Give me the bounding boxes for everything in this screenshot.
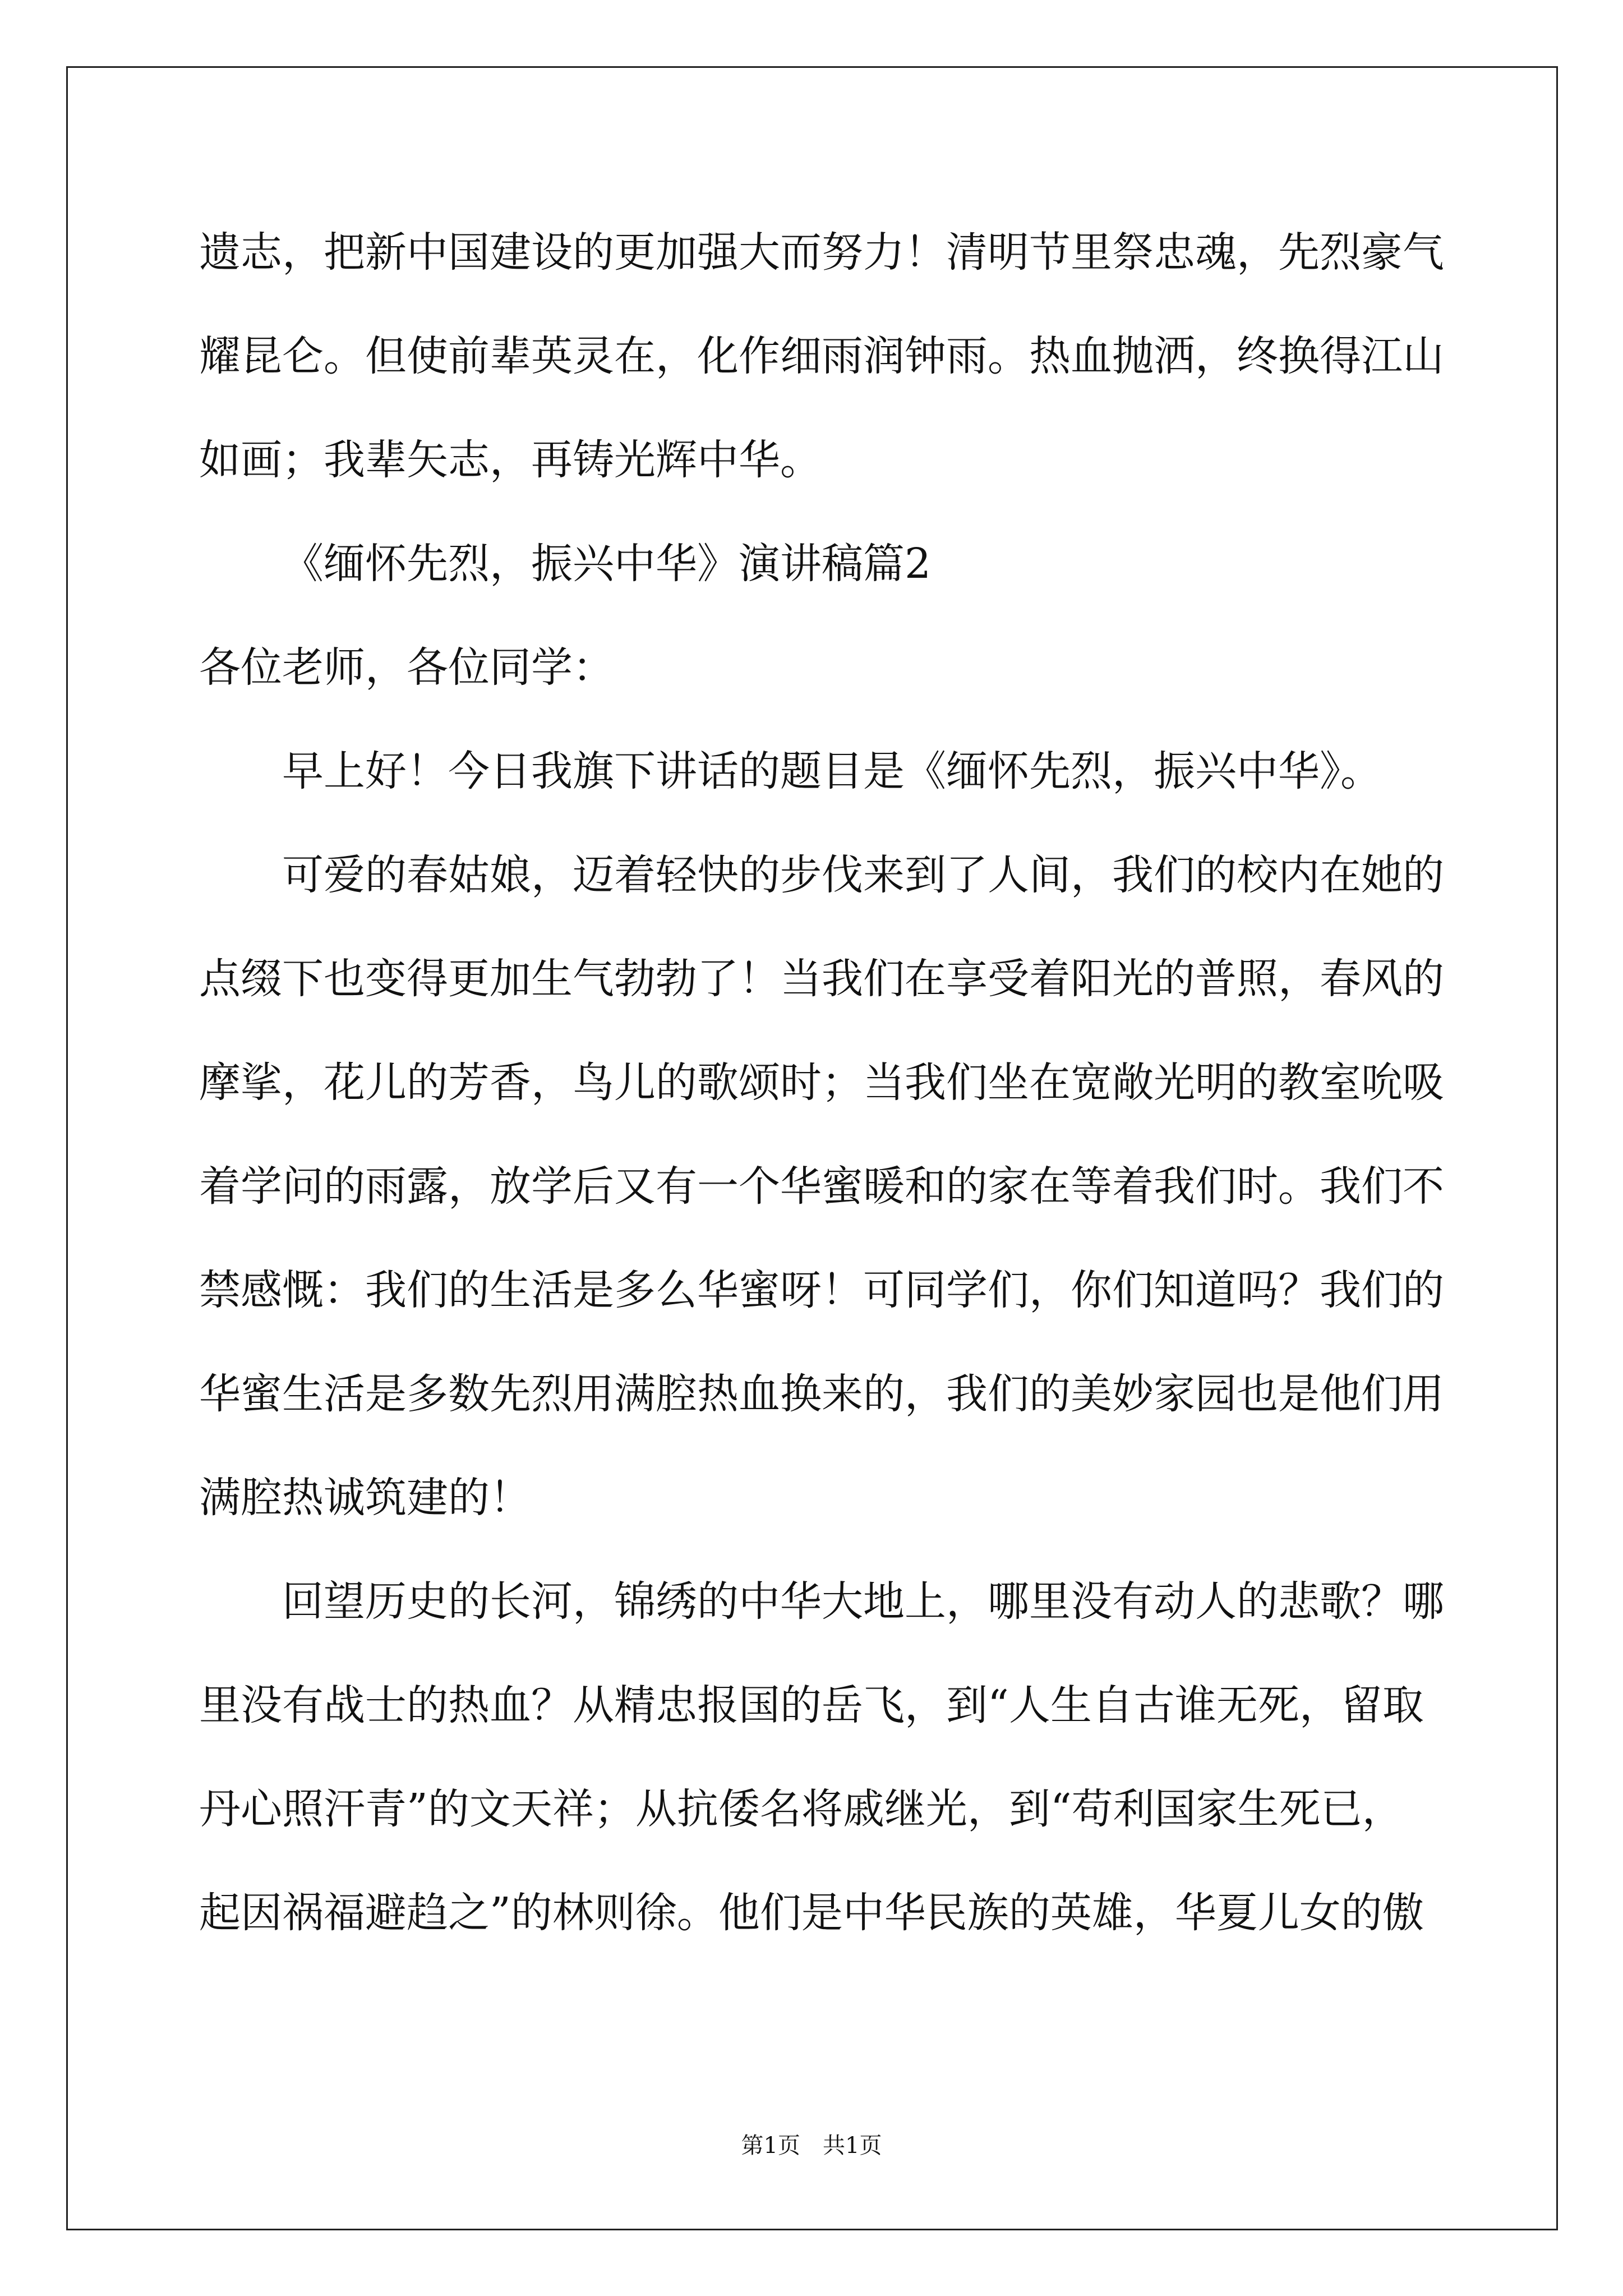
paragraph-line: 满腔热诚筑建的！ [199, 1474, 531, 1522]
paragraph-line: 回望历史的长河，锦绣的中华大地上，哪里没有动人的悲歌？哪 [282, 1577, 1444, 1626]
paragraph-line: 里没有战士的热血？从精忠报国的岳飞，到“人生自古谁无死，留取 [199, 1681, 1424, 1729]
paragraph-line: 遗志，把新中国建设的更加强大而努力！清明节里祭忠魂，先烈豪气 [199, 228, 1444, 277]
paragraph-line: 点缀下也变得更加生气勃勃了！当我们在享受着阳光的普照，春风的 [199, 955, 1444, 1003]
paragraph-line: 早上好！今日我旗下讲话的题目是《缅怀先烈，振兴中华》。 [282, 747, 1382, 795]
paragraph-line: 禁感慨：我们的生活是多么华蜜呀！可同学们，你们知道吗？我们的 [199, 1266, 1444, 1314]
paragraph-line: 如画；我辈矢志，再铸光辉中华。 [199, 436, 822, 484]
paragraph-line: 华蜜生活是多数先烈用满腔热血换来的，我们的美妙家园也是他们用 [199, 1370, 1444, 1418]
paragraph-line: 起因祸福避趋之”的林则徐。他们是中华民族的英雄，华夏儿女的傲 [199, 1889, 1424, 1937]
paragraph-line: 耀昆仑。但使前辈英灵在，化作细雨润钟雨。热血抛洒，终换得江山 [199, 332, 1444, 380]
section-title: 《缅怀先烈，振兴中华》演讲稿篇2 [282, 540, 932, 588]
paragraph-line: 着学问的雨露，放学后又有一个华蜜暖和的家在等着我们时。我们不 [199, 1162, 1444, 1211]
paragraph-line: 摩挲，花儿的芳香，鸟儿的歌颂时；当我们坐在宽敞光明的教室吮吸 [199, 1059, 1444, 1107]
page-footer: 第1页 共1页 [741, 2133, 882, 2159]
paragraph-line: 可爱的春姑娘，迈着轻快的步伐来到了人间，我们的校内在她的 [282, 851, 1444, 899]
salutation: 各位老师，各位同学： [199, 643, 614, 692]
paragraph-line: 丹心照汗青”的文天祥；从抗倭名将戚继光，到“苟利国家生死已， [199, 1785, 1404, 1833]
